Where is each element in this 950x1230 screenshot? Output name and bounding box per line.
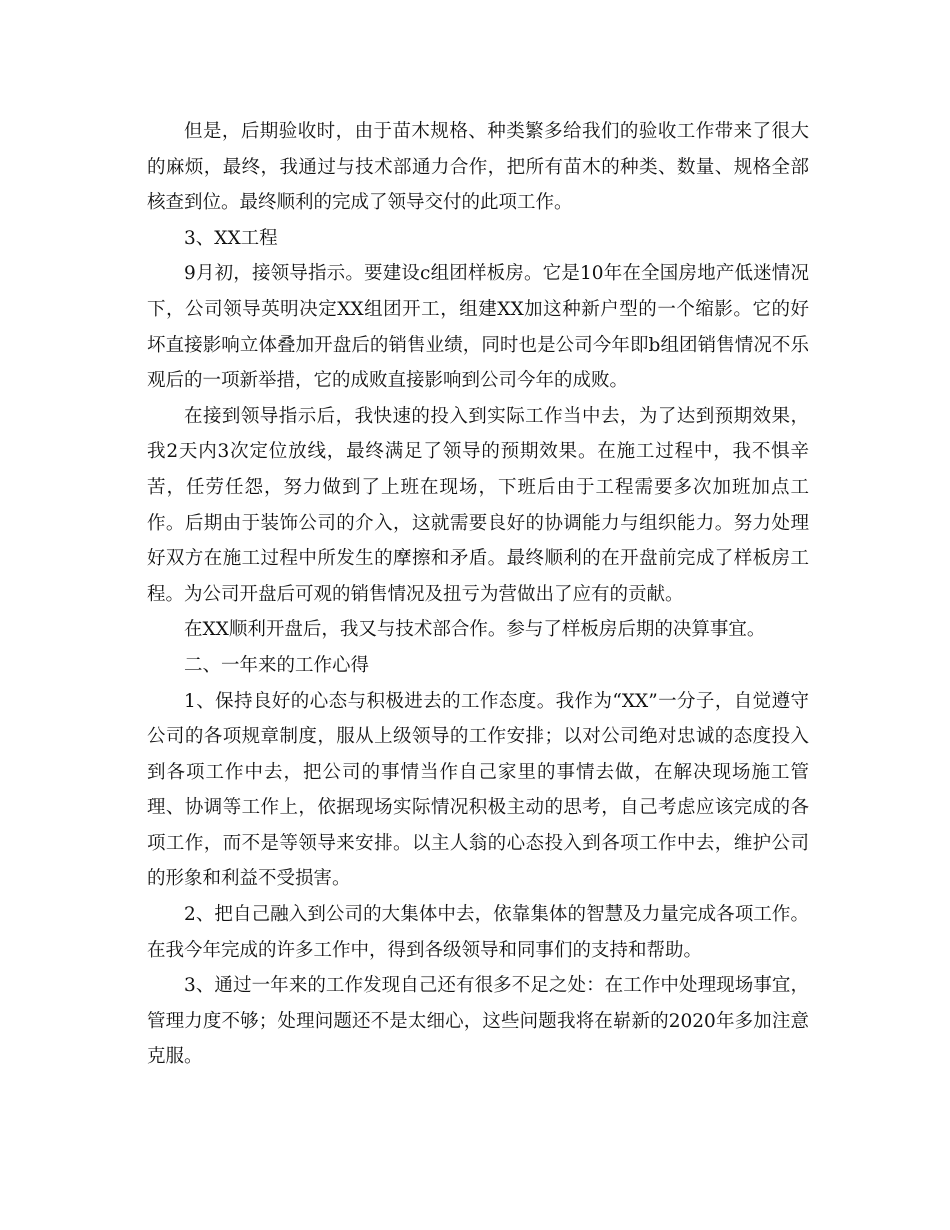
paragraph-insight-1: 1、保持良好的心态与积极进去的工作态度。我作为“XX”一分子，自觉遵守公司的各项规章制度，服从上级领导的工作安排；以对公司绝对忠诚的态度投入到各项工作中去，把公司的事情当作自己家里的事情去做，在解决现场施工管理、协调等工作上，依据现场实际情况积极主动的思考，自己考虑应该完成的各项工作，而不是等领导来安排。以主人翁的心态投入到各项工作中去，维护公司的形象和利益不受损害。	[147, 690, 809, 890]
paragraph-construction: 在接到领导指示后，我快速的投入到实际工作当中去，为了达到预期效果，我2天内3次定位放线，最终满足了领导的预期效果。在施工过程中，我不惧辛苦，任劳任怨，努力做到了上班在现场，下班后由于工程需要多次加班加点工作。后期由于装饰公司的介入，这就需要良好的协调能力与组织能力。努力处理好双方在施工过程中所发生的摩擦和矛盾。最终顺利的在开盘前完成了样板房工程。为公司开盘后可观的销售情况及扭亏为营做出了应有的贡献。	[147, 405, 809, 605]
document-body	[147, 114, 809, 1075]
heading-project-3: 3、XX工程	[184, 227, 278, 249]
paragraph-acceptance: 但是，后期验收时，由于苗木规格、种类繁多给我们的验收工作带来了很大的麻烦，最终，我通过与技术部通力合作，把所有苗木的种类、数量、规格全部核查到位。最终顺利的完成了领导交付的此项工作。	[147, 121, 809, 214]
paragraph-insight-2: 2、把自己融入到公司的大集体中去，依靠集体的智慧及力量完成各项工作。在我今年完成的许多工作中，得到各级领导和同事们的支持和帮助。	[147, 904, 809, 961]
paragraph-settlement: 在XX顺利开盘后，我又与技术部合作。参与了样板房后期的决算事宜。	[184, 619, 766, 641]
heading-work-insights: 二、一年来的工作心得	[184, 654, 370, 676]
paragraph-sample-house: 9月初，接领导指示。要建设c组团样板房。它是10年在全国房地产低迷情况下，公司领导英明决定XX组团开工，组建XX加这种新户型的一个缩影。它的好坏直接影响立体叠加开盘后的销售业绩，同时也是公司今年即b组团销售情况不乐观后的一项新举措，它的成败直接影响到公司今年的成败。	[147, 263, 809, 392]
paragraph-insight-3: 3、通过一年来的工作发现自己还有很多不足之处：在工作中处理现场事宜，管理力度不够；处理问题还不是太细心，这些问题我将在崭新的2020年多加注意克服。	[147, 975, 809, 1068]
